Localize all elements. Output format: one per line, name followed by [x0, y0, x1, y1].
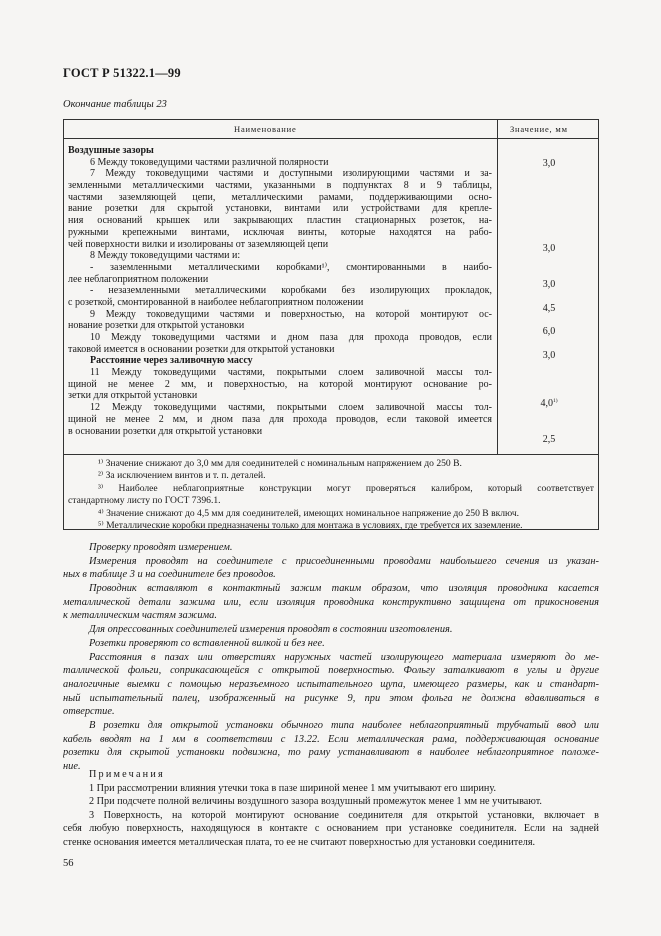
note-line: себя любую поверхность, находящуюся в контакте с основанием при установке соединителя. Если на задней [63, 823, 599, 835]
value-text: 3,0 [542, 158, 556, 169]
note-line: 3 Поверхность, на которой монтируют основание соединителя для открытой установки, включает в [89, 809, 599, 821]
table-footnotes [68, 458, 594, 532]
page-number: 56 [63, 858, 74, 869]
table-value-cell [500, 350, 598, 361]
paragraph-line: аналогичные выемки с помощью неразъемного испытательного щупа, имеющего размеры, как и стандарт- [63, 678, 599, 690]
footnote-line: ¹⁾ Значение снижают до 3,0 мм для соединителей с номинальным напряжением до 250 В. [98, 458, 462, 469]
note-line: стенке основания имеется металлическая плата, то ее не считают поверхностью для установки соединителя. [63, 836, 536, 848]
table-header-divider [64, 138, 598, 139]
paragraph-line: Измерения проводят на соединителе с присоединенными проводами наибольшего сечения из указан- [89, 555, 599, 567]
table-body-text [68, 145, 492, 437]
notes-section [63, 768, 599, 850]
table-text-line: 8 Между токоведущими частями и: [90, 250, 241, 262]
value-footnote-ref: 1) [552, 398, 558, 404]
note-line: 2 При подсчете полной величины воздушного зазора воздушный промежуток менее 1 мм не учитывают. [89, 796, 542, 808]
table-text-line: земленными металлическими частями, указанными в подпунктах 8 и 9 таблицы, [68, 180, 492, 192]
value-text: 2,5 [542, 434, 556, 445]
notes-title: Примечания [89, 769, 165, 780]
table-text-line: - незаземленными металлическими коробками без изолирующих прокладок, [90, 285, 492, 297]
table-footnote-divider [64, 454, 598, 455]
paragraph-line: Розетки проверяют со вставленной вилкой и без нее. [89, 637, 325, 649]
table-value-cell [500, 158, 598, 169]
table-text-line: ния оснований крышек или закрывающих пластин стационарных розеток, на- [68, 215, 492, 227]
table-value-cell [500, 398, 598, 409]
paragraph-line: Проводник вставляют в контактный зажим таким образом, что изоляция проводника касается [89, 583, 599, 595]
footnote-line: ²⁾ За исключением винтов и т. п. деталей. [98, 470, 266, 482]
table-text-line: 6 Между токоведущими частями различной полярности [90, 156, 329, 168]
table-text-line: в основании розетки для открытой установки [68, 425, 263, 437]
paragraph-line: ние. [63, 761, 81, 772]
table-text-line: щиной не менее 2 мм, и поверхностью, на которой монтируют основание ро- [68, 378, 492, 390]
paragraph-line: отверстие. [63, 706, 115, 718]
table-text-line: частями заземляющей цепи, металлическими рамами, поддерживающими осно- [68, 191, 492, 203]
paragraph-line: Проверку проводят измерением. [89, 542, 233, 553]
table-text-line: таковой имеется в основании розетки для открытой установки [68, 343, 335, 355]
table-text-line: чей поверхности вилки и изолированы от заземляющей цепи [68, 238, 329, 250]
footnote-line: стандартному листу по ГОСТ 7396.1. [68, 495, 221, 507]
table-text-line: 12 Между токоведущими частями, покрытыми слоем заливочной массы тол- [90, 402, 492, 414]
footnote-line: ⁴⁾ Значение снижают до 4,5 мм для соединителей, имеющих номинальное напряжение до 250 В включ. [98, 507, 520, 519]
table-caption: Окончание таблицы 23 [63, 99, 167, 110]
paragraph-line: металлической детали зажима или, если изоляция проводника конструктивно защищена от прикосновения [63, 596, 599, 608]
footnote-line: ⁵⁾ Металлические коробки предназначены только для монтажа в условиях, где требуется их заземление. [98, 519, 523, 531]
table-text-line: щиной не менее 2 мм, и дном паза для прохода проводов, если таковой имеется [68, 413, 492, 425]
paragraph-line: Расстояния в пазах или отверстиях наружных частей изолирующего материала измеряют до ме- [89, 651, 599, 663]
value-text: 4,0 [540, 398, 553, 409]
value-text: 6,0 [542, 326, 556, 337]
table-value-cell [500, 243, 598, 254]
table-value-cell [500, 326, 598, 337]
table-text-line: 10 Между токоведущими частями и дном паза для прохода проводов, если [90, 332, 492, 343]
paragraph-line: В розетки для открытой установки обычного типа наиболее неблагоприятный трубчатый ввод или [89, 719, 599, 731]
column-header-value: Значение, мм [510, 124, 568, 134]
table-text-line: ружными крепежными винтами, исключая винты, которые находятся на рабо- [68, 226, 492, 238]
table-text-line: вание розетки для скрытой установки, винтами или устройствами для крепле- [68, 203, 492, 215]
paragraph-line: таллической фольги, соприкасающейся с открытой поверхностью. Фольгу заталкивают в углы и другие [63, 665, 599, 677]
paragraph-line: кабель вводят на 1 мм в соответствии с 13.22. Если металлическая рама, поддерживающая основание [63, 733, 599, 745]
table-value-cell [500, 434, 598, 445]
paragraph-line: Для опрессованных соединителей измерения проводят в состоянии изготовления. [89, 624, 453, 636]
note-line: 1 При рассмотрении влияния утечки тока в пазе шириной менее 1 мм учитывают его ширину. [89, 782, 496, 794]
paragraph-line: ных в таблице 3 и на соединителе без проводов. [63, 569, 276, 581]
data-table [63, 119, 599, 530]
table-text-line: 7 Между токоведущими частями и доступными изолирующими частями и за- [90, 168, 492, 180]
paragraph-line: розетки для скрытой установки подвижна, то раму устанавливают в наиболее неблагоприятное положе- [63, 747, 599, 759]
table-text-line: лее неблагоприятном положении [68, 273, 209, 285]
paragraph-line: ный испытательный палец, изображенный на рисунке 9, при этом фольга не должна вдавливаться в [63, 692, 599, 704]
value-text: 3,0 [542, 350, 556, 361]
value-text: 3,0 [542, 243, 556, 254]
column-header-name: Наименование [234, 124, 297, 134]
notes-lines [63, 782, 599, 850]
table-text-line: Расстояние через заливочную массу [90, 355, 253, 367]
table-column-divider [497, 120, 498, 454]
footnote-line: ³⁾ Наиболее неблагоприятные конструкции могут проверяться калибром, который соответствует [98, 482, 594, 494]
table-value-cell [500, 303, 598, 314]
body-paragraphs [63, 541, 599, 774]
value-text: 3,0 [542, 279, 556, 290]
table-value-cell [500, 279, 598, 290]
table-text-line: нование розетки для открытой установки [68, 320, 245, 332]
document-header: ГОСТ Р 51322.1—99 [63, 66, 181, 80]
table-text-line: 11 Между токоведущими частями, покрытыми слоем заливочной массы тол- [90, 367, 492, 379]
table-text-line: 9 Между токоведущими частями и поверхностью, на которой монтируют ос- [90, 308, 492, 320]
table-text-line: с розеткой, смонтированной в наиболее неблагоприятном положении [68, 296, 364, 308]
paragraph-line: к металлическим частям зажима. [63, 610, 217, 622]
table-text-line: - заземленными металлическими коробками¹⁾, смонтированными в наибо- [90, 261, 492, 273]
table-text-line: зетки для открытой установки [68, 390, 198, 402]
value-text: 4,5 [542, 303, 556, 314]
table-text-line: Воздушные зазоры [68, 145, 154, 156]
